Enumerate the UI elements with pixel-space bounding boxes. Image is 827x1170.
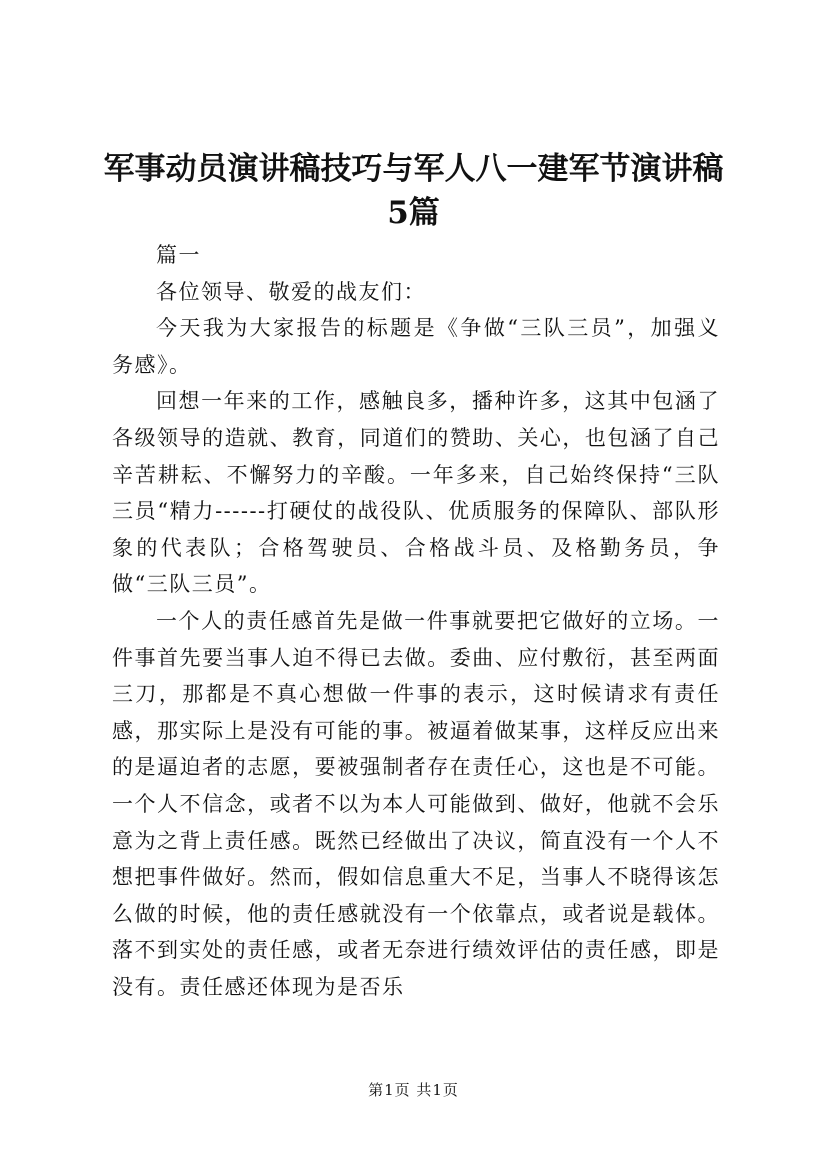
paragraph-section-label: 篇一 — [156, 243, 201, 267]
paragraph-responsibility: 一个人的责任感首先是做一件事就要把它做好的立场。一件事首先要当事人迫不得已去做。委曲、应付敷衍，甚至两面三刀，那都是不真心想做一件事的表示，这时候请求有责任感，那实际上是没有可能的事。被逼着做某事，这样反应出来的是逼迫者的志愿，要被强制者存在责任心，这也是不可能。一个人不信念，或者不以为本人可能做到、做好，他就不会乐意为之背上责任感。既然已经做出了决议，简直没有一个人不想把事件做好。然而，假如信息重大不足，当事人不晓得该怎么做的时候，他的责任感就没有一个依靠点，或者说是载体。落不到实处的责任感，或者无奈进行绩效评估的责任感，即是没有。责任感还体现为是否乐 — [112, 608, 720, 999]
document-title: 军事动员演讲稿技巧与军人八一建军节演讲稿5篇 — [103, 151, 724, 231]
paragraph-intro: 今天我为大家报告的标题是《争做“三队三员”，加强义务感》。 — [112, 316, 720, 377]
paragraph-salutation: 各位领导、敬爱的战友们： — [156, 279, 426, 304]
page-footer: 第1页 共1页 — [368, 1081, 459, 1099]
paragraph-review: 回想一年来的工作，感触良多，播种许多，这其中包涵了各级领导的造就、教育，同道们的赞助、关心，也包涵了自己辛苦耕耘、不懈努力的辛酸。一年多来，自己始终保持“三队三员“精力------打硬仗的战役队、优质服务的保障队、部队形象的代表队；合格驾驶员、合格战斗员、及格勤务员，争做“三队三员”。 — [112, 389, 720, 597]
document-body — [112, 237, 720, 1005]
